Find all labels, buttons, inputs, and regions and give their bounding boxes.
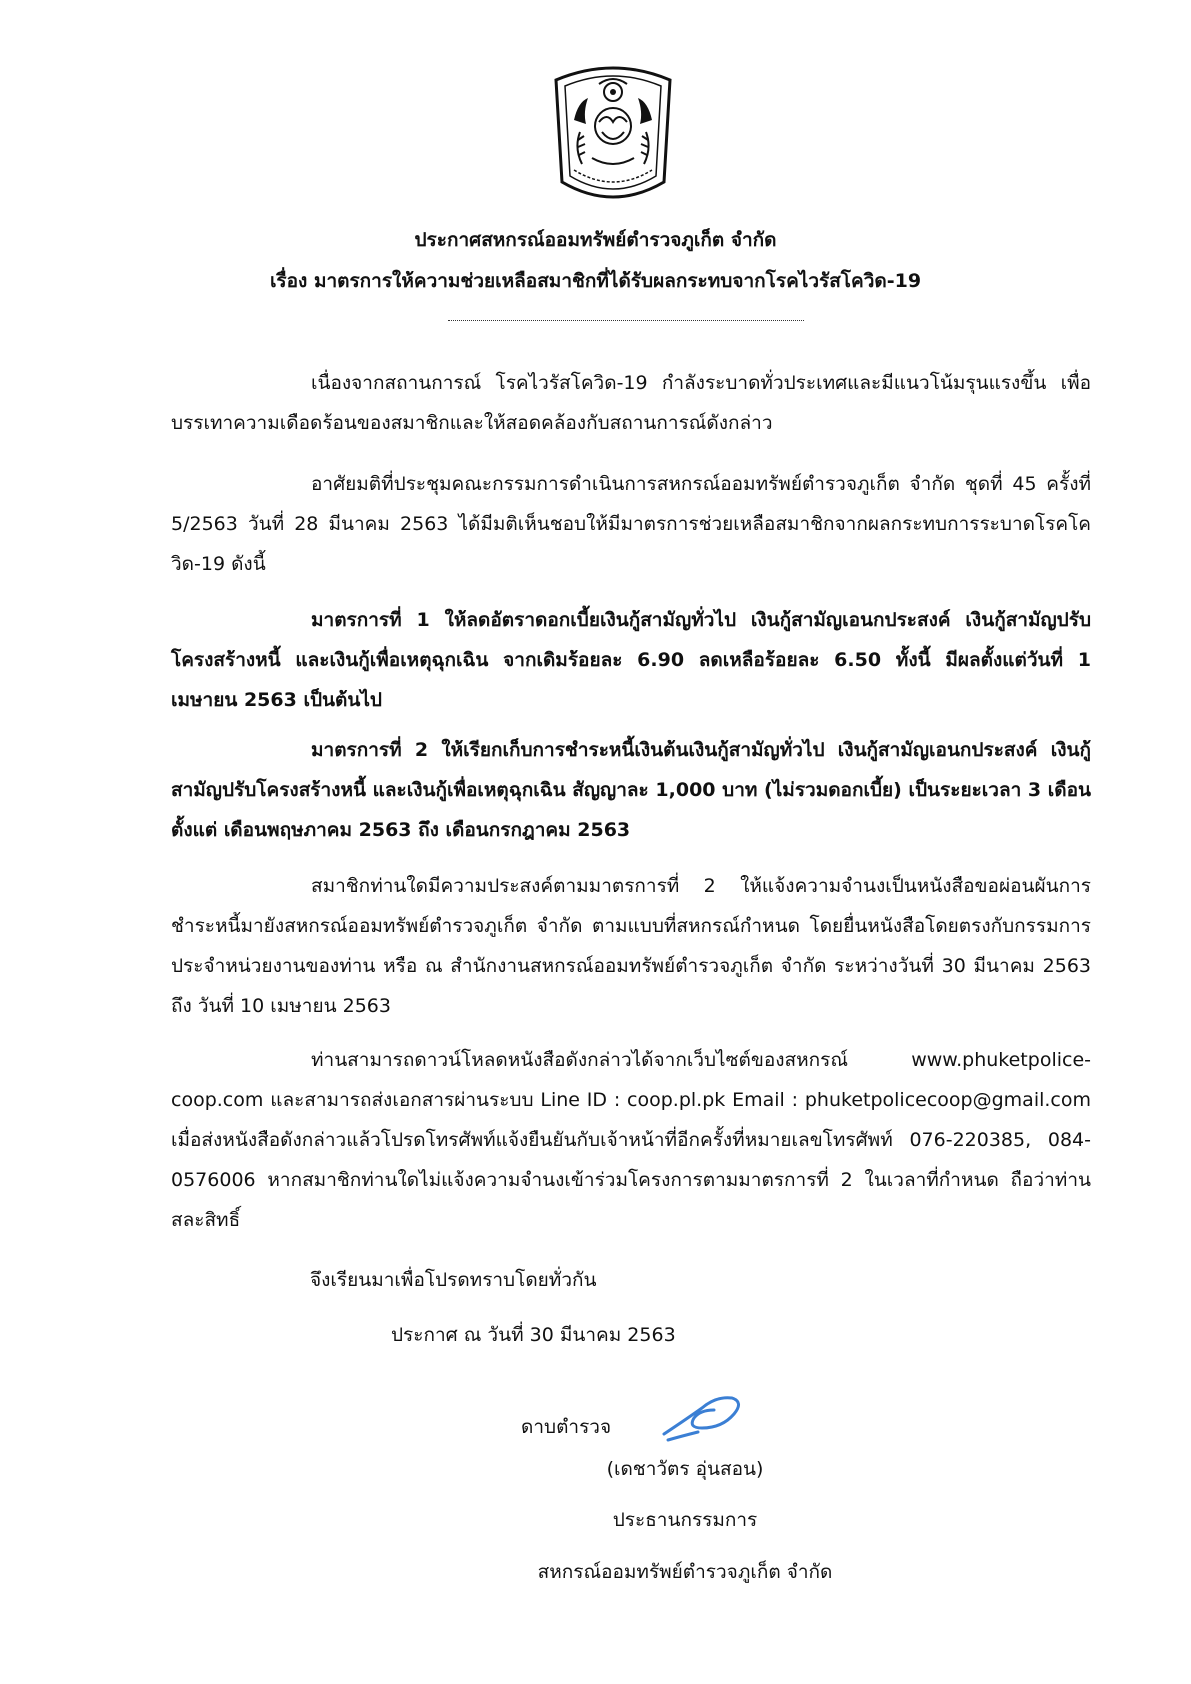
closing-text: จึงเรียนมาเพื่อโปรดทราบโดยทั่วกัน bbox=[310, 1269, 597, 1291]
contact-paragraph: ท่านสามารถดาวน์โหลดหนังสือดังกล่าวได้จากเว็บไซต์ของสหกรณ์ www.phuketpolice-coop.com และสามารถส่งเอกสารผ่านระบบ Line ID : coop.pl.pk Email : phuketpolicecoop@gmail.com เมื่อส่งหนังสือดังกล่าวแล้วโปรดโทรศัพท์แจ้งยืนยันกับเจ้าหน้าที่อีกครั้งที่หมายเลขโทรศัพท์ 076-220385, 084-0576006 หากสมาชิกท่านใดไม่แจ้งความจำนงเข้าร่วมโครงการตามมาตรการที่ 2 ในเวลาที่กำหนด ถือว่าท่านสละสิทธิ์ bbox=[171, 1049, 1091, 1231]
announcement-date: ประกาศ ณ วันที่ 30 มีนาคม 2563 bbox=[391, 1324, 676, 1346]
signer-name: (เดชาวัตร อุ่นสอน) bbox=[606, 1458, 764, 1480]
resolution-paragraph: อาศัยมติที่ประชุมคณะกรรมการดำเนินการสหกรณ์ออมทรัพย์ตำรวจภูเก็ต จำกัด ชุดที่ 45 ครั้งที่ 5/2563 วันที่ 28 มีนาคม 2563 ได้มีมติเห็นชอบให้มีมาตรการช่วยเหลือสมาชิกจากผลกระทบการระบาดโรคโควิด-19 ดังนี้ bbox=[171, 473, 1091, 575]
announcement-title: ประกาศสหกรณ์ออมทรัพย์ตำรวจภูเก็ต จำกัด bbox=[414, 229, 777, 251]
handwritten-signature bbox=[658, 1388, 746, 1446]
signer-rank: ดาบตำรวจ bbox=[521, 1416, 612, 1438]
signer-position: ประธานกรรมการ bbox=[612, 1509, 758, 1531]
application-paragraph: สมาชิกท่านใดมีความประสงค์ตามมาตรการที่ 2 ให้แจ้งความจำนงเป็นหนังสือขอผ่อนผันการชำระหนี้มายังสหกรณ์ออมทรัพย์ตำรวจภูเก็ต จำกัด ตามแบบที่สหกรณ์กำหนด โดยยื่นหนังสือโดยตรงกับกรรมการประจำหน่วยงานของท่าน หรือ ณ สำนักงานสหกรณ์ออมทรัพย์ตำรวจภูเก็ต จำกัด ระหว่างวันที่ 30 มีนาคม 2563 ถึง วันที่ 10 เมษายน 2563 bbox=[171, 875, 1091, 1017]
cooperative-emblem-logo bbox=[552, 62, 674, 210]
dotted-divider bbox=[448, 320, 804, 321]
measure-2-paragraph: มาตรการที่ 2 ให้เรียกเก็บการชำระหนี้เงินต้นเงินกู้สามัญทั่วไป เงินกู้สามัญเอนกประสงค์ เงินกู้สามัญปรับโครงสร้างหนี้ และเงินกู้เพื่อเหตุฉุกเฉิน สัญญาละ 1,000 บาท (ไม่รวมดอกเบี้ย) เป็นระยะเวลา 3 เดือน ตั้งแต่ เดือนพฤษภาคม 2563 ถึง เดือนกรกฎาคม 2563 bbox=[171, 739, 1091, 841]
measure-1-paragraph: มาตรการที่ 1 ให้ลดอัตราดอกเบี้ยเงินกู้สามัญทั่วไป เงินกู้สามัญเอนกประสงค์ เงินกู้สามัญปรับโครงสร้างหนี้ และเงินกู้เพื่อเหตุฉุกเฉิน จากเดิมร้อยละ 6.90 ลดเหลือร้อยละ 6.50 ทั้งนี้ มีผลตั้งแต่วันที่ 1 เมษายน 2563 เป็นต้นไป bbox=[171, 609, 1091, 711]
announcement-subject: เรื่อง มาตรการให้ความช่วยเหลือสมาชิกที่ได้รับผลกระทบจากโรคไวรัสโควิด-19 bbox=[269, 270, 922, 292]
signer-organization: สหกรณ์ออมทรัพย์ตำรวจภูเก็ต จำกัด bbox=[537, 1561, 833, 1583]
intro-paragraph: เนื่องจากสถานการณ์ โรคไวรัสโควิด-19 กำลังระบาดทั่วประเทศและมีแนวโน้มรุนแรงขึ้น เพื่อบรรเทาความเดือดร้อนของสมาชิกและให้สอดคล้องกับสถานการณ์ดังกล่าว bbox=[171, 372, 1091, 434]
